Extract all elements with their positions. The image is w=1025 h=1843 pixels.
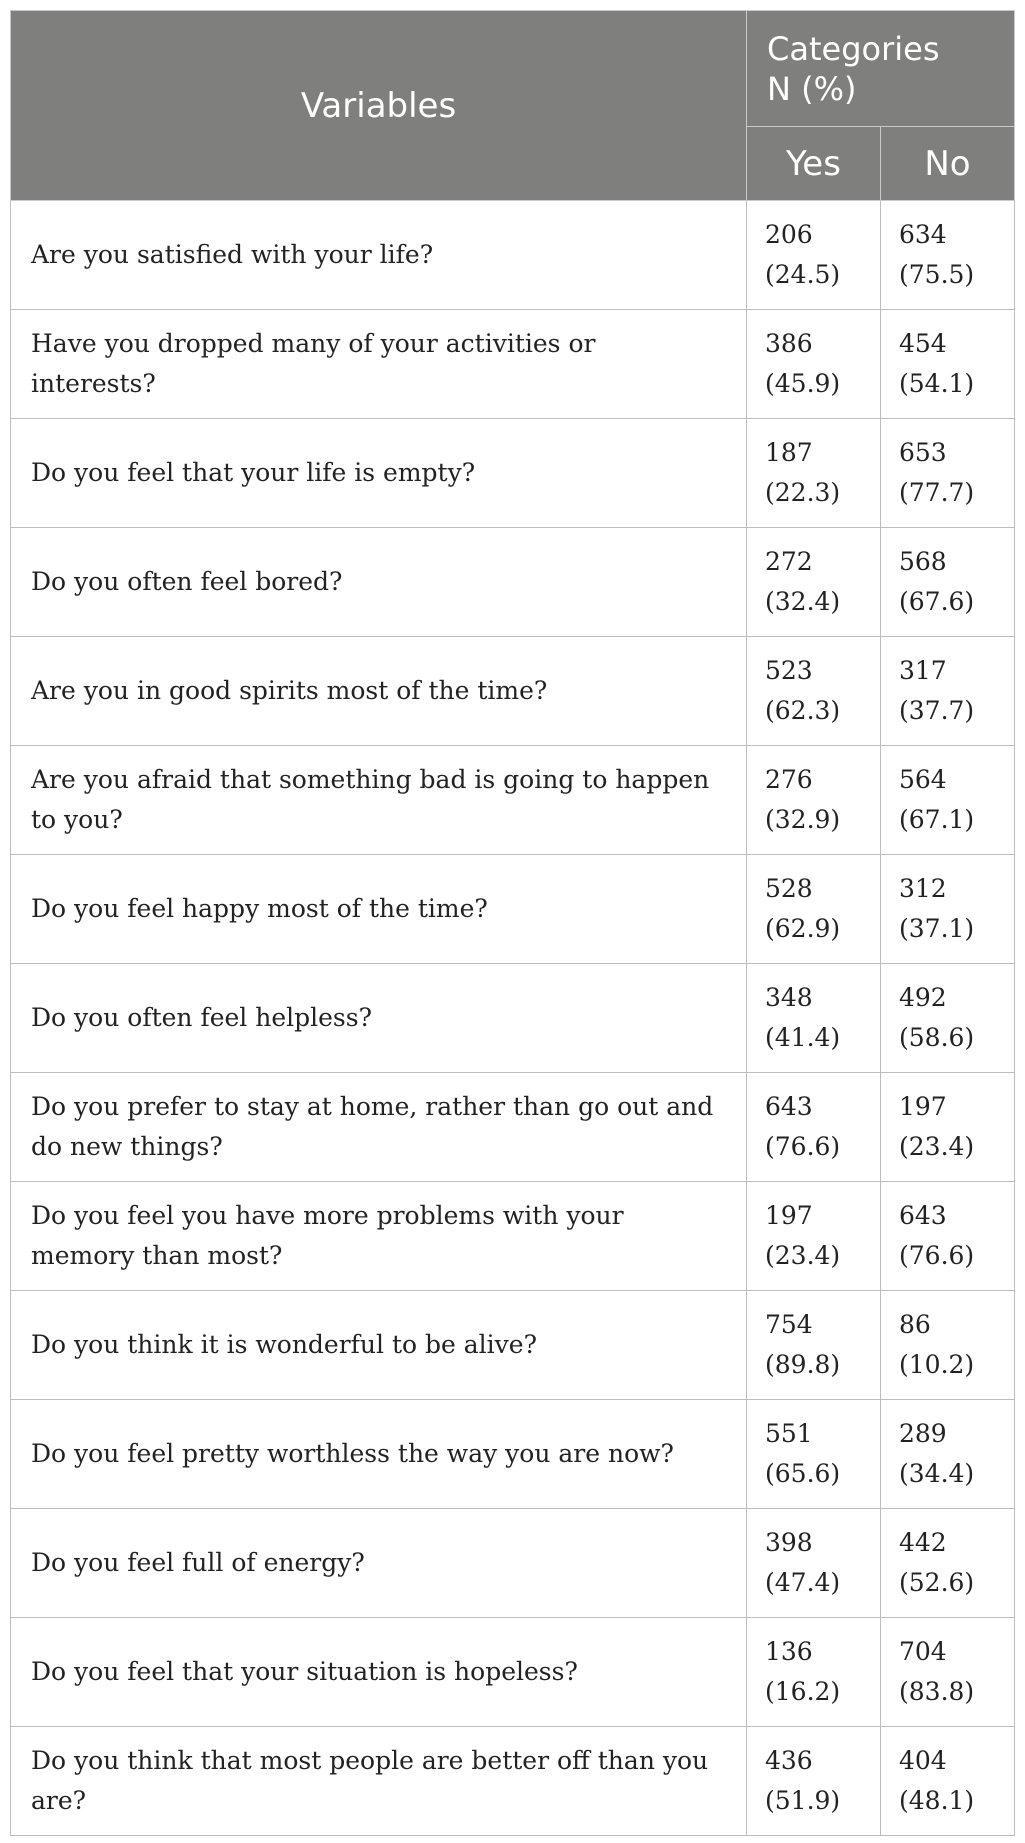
yes-percent: (24.5): [765, 260, 841, 289]
yes-count: 436: [765, 1746, 813, 1775]
yes-count: 197: [765, 1201, 813, 1230]
no-count: 704: [899, 1637, 947, 1666]
yes-count: 206: [765, 220, 813, 249]
yes-count: 386: [765, 329, 813, 358]
header-variables: Variables: [11, 11, 747, 201]
table-row: [11, 855, 1015, 964]
question-cell: Do you feel that your situation is hopeless?: [11, 1618, 747, 1727]
no-percent: (54.1): [899, 369, 975, 398]
question-cell: Do you feel full of energy?: [11, 1509, 747, 1618]
no-percent: (76.6): [899, 1241, 975, 1270]
yes-cell: [747, 1618, 881, 1727]
no-cell: [881, 1727, 1015, 1836]
no-percent: (48.1): [899, 1786, 975, 1815]
table-row: [11, 1073, 1015, 1182]
no-count: 442: [899, 1528, 947, 1557]
no-percent: (67.6): [899, 587, 975, 616]
table-row: [11, 637, 1015, 746]
question-cell: Do you often feel bored?: [11, 528, 747, 637]
yes-percent: (22.3): [765, 478, 841, 507]
header-yes: Yes: [747, 127, 881, 201]
question-cell: Do you prefer to stay at home, rather than go out and do new things?: [11, 1073, 747, 1182]
table-row: [11, 746, 1015, 855]
no-cell: [881, 310, 1015, 419]
no-count: 197: [899, 1092, 947, 1121]
yes-count: 528: [765, 874, 813, 903]
no-percent: (37.7): [899, 696, 975, 725]
question-cell: Do you feel you have more problems with your memory than most?: [11, 1182, 747, 1291]
no-count: 564: [899, 765, 947, 794]
question-cell: Are you in good spirits most of the time?: [11, 637, 747, 746]
table-row: [11, 1182, 1015, 1291]
no-count: 86: [899, 1310, 931, 1339]
question-cell: Are you satisfied with your life?: [11, 201, 747, 310]
yes-count: 187: [765, 438, 813, 467]
yes-percent: (41.4): [765, 1023, 841, 1052]
yes-percent: (32.9): [765, 805, 841, 834]
no-cell: [881, 637, 1015, 746]
yes-cell: [747, 528, 881, 637]
yes-cell: [747, 1727, 881, 1836]
no-cell: [881, 1400, 1015, 1509]
yes-percent: (89.8): [765, 1350, 841, 1379]
table-row: [11, 419, 1015, 528]
no-cell: [881, 746, 1015, 855]
no-count: 568: [899, 547, 947, 576]
table-row: [11, 1727, 1015, 1836]
no-count: 634: [899, 220, 947, 249]
yes-count: 136: [765, 1637, 813, 1666]
table-header: [11, 11, 1015, 201]
header-n-percent-label: N (%): [767, 69, 857, 108]
table-row: [11, 201, 1015, 310]
question-cell: Do you feel that your life is empty?: [11, 419, 747, 528]
no-cell: [881, 1073, 1015, 1182]
no-count: 643: [899, 1201, 947, 1230]
no-cell: [881, 1509, 1015, 1618]
no-cell: [881, 855, 1015, 964]
yes-percent: (47.4): [765, 1568, 841, 1597]
yes-count: 272: [765, 547, 813, 576]
no-cell: [881, 1182, 1015, 1291]
no-percent: (10.2): [899, 1350, 975, 1379]
yes-count: 276: [765, 765, 813, 794]
yes-count: 754: [765, 1310, 813, 1339]
no-cell: [881, 1618, 1015, 1727]
table-row: [11, 1291, 1015, 1400]
yes-percent: (62.3): [765, 696, 841, 725]
table-row: [11, 1509, 1015, 1618]
yes-cell: [747, 1509, 881, 1618]
no-count: 492: [899, 983, 947, 1012]
yes-percent: (51.9): [765, 1786, 841, 1815]
no-percent: (67.1): [899, 805, 975, 834]
yes-percent: (76.6): [765, 1132, 841, 1161]
yes-cell: [747, 1073, 881, 1182]
yes-cell: [747, 310, 881, 419]
yes-cell: [747, 746, 881, 855]
question-cell: Do you think it is wonderful to be alive?: [11, 1291, 747, 1400]
no-cell: [881, 419, 1015, 528]
no-percent: (52.6): [899, 1568, 975, 1597]
question-cell: Are you afraid that something bad is going to happen to you?: [11, 746, 747, 855]
yes-percent: (16.2): [765, 1677, 841, 1706]
question-cell: Have you dropped many of your activities or interests?: [11, 310, 747, 419]
no-percent: (77.7): [899, 478, 975, 507]
no-percent: (75.5): [899, 260, 975, 289]
yes-cell: [747, 1182, 881, 1291]
yes-count: 551: [765, 1419, 813, 1448]
no-percent: (58.6): [899, 1023, 975, 1052]
yes-percent: (23.4): [765, 1241, 841, 1270]
table-body: [11, 201, 1015, 1836]
table-row: [11, 528, 1015, 637]
gds-table: [10, 10, 1015, 1836]
no-count: 454: [899, 329, 947, 358]
header-row-top: [11, 11, 1015, 127]
no-count: 317: [899, 656, 947, 685]
no-percent: (34.4): [899, 1459, 975, 1488]
no-count: 289: [899, 1419, 947, 1448]
yes-count: 523: [765, 656, 813, 685]
yes-count: 398: [765, 1528, 813, 1557]
header-no: No: [881, 127, 1015, 201]
header-categories-label: Categories: [767, 29, 940, 68]
yes-cell: [747, 855, 881, 964]
yes-cell: [747, 964, 881, 1073]
header-categories: [747, 11, 1015, 127]
question-cell: Do you think that most people are better off than you are?: [11, 1727, 747, 1836]
yes-cell: [747, 1291, 881, 1400]
yes-percent: (65.6): [765, 1459, 841, 1488]
yes-cell: [747, 201, 881, 310]
yes-cell: [747, 637, 881, 746]
yes-percent: (32.4): [765, 587, 841, 616]
no-cell: [881, 201, 1015, 310]
table-row: [11, 1618, 1015, 1727]
no-percent: (23.4): [899, 1132, 975, 1161]
yes-percent: (45.9): [765, 369, 841, 398]
no-count: 404: [899, 1746, 947, 1775]
yes-count: 643: [765, 1092, 813, 1121]
table-row: [11, 310, 1015, 419]
question-cell: Do you feel happy most of the time?: [11, 855, 747, 964]
no-count: 653: [899, 438, 947, 467]
no-cell: [881, 964, 1015, 1073]
table-row: [11, 964, 1015, 1073]
yes-percent: (62.9): [765, 914, 841, 943]
no-count: 312: [899, 874, 947, 903]
no-cell: [881, 1291, 1015, 1400]
yes-count: 348: [765, 983, 813, 1012]
yes-cell: [747, 419, 881, 528]
table-row: [11, 1400, 1015, 1509]
yes-cell: [747, 1400, 881, 1509]
no-percent: (83.8): [899, 1677, 975, 1706]
no-percent: (37.1): [899, 914, 975, 943]
question-cell: Do you often feel helpless?: [11, 964, 747, 1073]
no-cell: [881, 528, 1015, 637]
question-cell: Do you feel pretty worthless the way you are now?: [11, 1400, 747, 1509]
